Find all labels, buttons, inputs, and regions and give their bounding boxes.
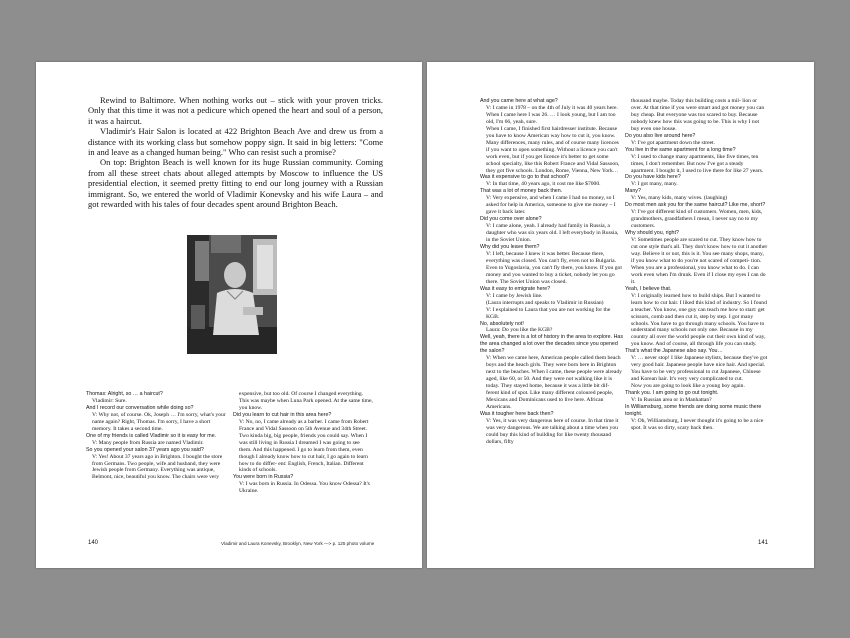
interview-answer: V: In Russian area or in Manhattan? xyxy=(631,396,712,403)
interview-question: So you opened your salon 37 years ago you said? xyxy=(86,446,204,453)
intro-text xyxy=(88,95,383,209)
interview-answer: V: Yes, many kids, many wives. (laughing) xyxy=(631,195,728,202)
interview-answer: V: I've got different kind of customers. Women, men, kids, grandmothers, grandfathers I mean, I never say no to my customers. xyxy=(631,209,763,230)
interview-answer: Laura: Do you like the KGB? xyxy=(486,327,553,334)
interview-answer: (Laura interrupts and speaks to Vladimir in Russian) xyxy=(486,299,604,306)
interview-answer: V: Why not, of course. Ok, Joseph … I'm sorry, what's your name again? Right, Thomas. I'm sorry, I have a short memory. It takes a second time. xyxy=(92,411,226,432)
interview-answer: V: Oh, Williamsburg, I never thought it's going to be a nice spot. It was so dirty, scary back then. xyxy=(631,417,764,431)
interview-question: Was it easy to emigrate here? xyxy=(480,285,551,292)
interview-question: No, absolutely not! xyxy=(480,320,524,327)
interview-answer: V: I came by Jewish line. xyxy=(486,292,543,299)
intro-paragraph: Rewind to Baltimore. When nothing works out – stick with your proven tricks. Only that this time it was not a pedicure which opened the heart and soul of a person, it was a haircut. xyxy=(88,95,383,126)
photo-credit: Vladimir and Laura Konevsky, Brooklyn, New York —> p. 125 photo volume xyxy=(221,541,375,546)
left-page xyxy=(36,62,422,568)
interview-question: That's what the Japanese also say. You… xyxy=(625,348,723,355)
interview-question: Well, yeah, there is a lot of history in the area to explore. Has the area changed a lot over the decades since you opened the salon? xyxy=(480,334,623,355)
page-number-left: 140 xyxy=(88,540,99,546)
interview-question: You were born in Russia? xyxy=(233,474,294,481)
interview-question: And you came here at what age? xyxy=(480,98,558,104)
interview-answer: V: I came in 1978 – on the 4th of July it was 40 years here. When I came here I was 26. … I look young, but I am too old, I'm 66, yeah, sure. xyxy=(486,104,618,125)
interview-answer: expensive, but too old. Of course I changed everything. This was maybe when Luna Park opened. At the same time, you know. xyxy=(239,391,373,411)
page-number-right: 141 xyxy=(757,540,768,546)
interview-answer: Now you are going to look like a young boy again. xyxy=(631,383,745,390)
right-column-a xyxy=(480,98,623,446)
interview-question: Why should you, right? xyxy=(625,230,679,237)
interview-question: Was it expensive to go to that school? xyxy=(480,174,570,181)
interview-answer: V: I came alone, yeah. I already had family in Russia, a daughter who was six years old. I left everybody in Russia, in the Soviet Union. xyxy=(486,223,619,244)
barber-photo-image xyxy=(187,235,277,354)
intro-paragraph: Vladimir's Hair Salon is located at 422 Brighton Beach Ave and drew us from a distance with its working class but somehow poppy sign. It said in big letters: "Come in and leave as a changed human being." Who can resist such a promise? xyxy=(88,126,383,158)
interview-answer: V: I originally learned how to build ships. But I wanted to learn how to cut hair. I liked this kind of industry. So I found a teacher. You know, one guy can teach me how to start: get scissors, comb and then cut it, step by step. I got many schools. You have to go through many schools. You have to understand many schools not only one. Because in my country all over the world people cut their own kind of way, you know. And of course, all through life you can study. xyxy=(631,292,767,348)
interview-answer: V: Yes! About 37 years ago in Brighton. I bought the store from Germans. Two people, wife and husband, they were Jewish people from Germany. Everything was antique, Belmont, nice, beautiful you know. The chairs were very xyxy=(92,453,223,481)
interview-answer: V: When we came here, American people called them beach boys and the beach girls. They were born here in Brighton next to the beaches. When I came, these people were already aged, like 60, or 50. And they were not walking like it is today. They stayed home, because it was a little bit dif- ferent kind of spot. Like many different coloured people, Mexicans and Dominicans used to live here. African Americans. xyxy=(486,355,622,410)
interview-question: Do you have kids here? xyxy=(625,174,681,181)
interview-answer: V: I've got apartment down the street. xyxy=(631,139,716,146)
left-column-b xyxy=(233,391,373,495)
interview-question: Do you also live around here? xyxy=(625,132,696,139)
interview-question: Do most men ask you for the same haircut? Like me, short? xyxy=(625,202,766,209)
interview-question: You live in the same apartment for a long time? xyxy=(625,146,736,153)
interview-answer: V: Very expensive, and when I came I had no money, so I asked for help in America, someone to give me money – I gave it back later. xyxy=(486,195,616,216)
interview-answer: V: … never stop! I like Japanese stylists, because they've got very good hair. Japanese people have nice hair. And special. You have to be very professional to cut Japanese, Chinese and Korean hair. It's very very complicated to cut. xyxy=(631,355,768,383)
intro-paragraph: On top: Brighton Beach is well known for its huge Russian community. Coming from all these street chats about alleged attempts by Moscow to influence the US presidential election, it seemed pretty fitting to end our long journey with a Russian immigrant. So, we entered the world of Vladimir Konevsky and his wife Laura – and got rewarded with his tales of four decades spent around Brighton Beach. xyxy=(88,157,383,210)
interview-answer: Vladimir: Sure. xyxy=(92,397,127,404)
interview-question: That was a lot of money back then. xyxy=(480,188,563,195)
interview-question: Why did you leave them? xyxy=(480,244,540,251)
interview-question: Did you come over alone? xyxy=(480,216,542,223)
right-column-b xyxy=(625,98,768,432)
interview-answer: V: No, no, I came already as a barber. I came from Robert France and Vidal Sassoon on 5th Avenue and 34th Street. Two kinda big, big people, friends you could say. When I was still living in Russia I dreamed I was going to see them. And this happened. I go to learn from them, even though I already know how to cut hair, I go again to learn how to do differ- ent: English, French, Italian. Different kinds of schools. xyxy=(239,418,369,474)
interview-answer: V: I used to change many apartments, like five times, ten times, I don't remember. But now I've got a steady apartment. I bought it, I used to live there for like 27 years. xyxy=(631,153,764,174)
interview-answer: V: I got many, many. xyxy=(631,181,678,188)
right-page xyxy=(427,62,814,568)
interview-answer: V: Sometimes people are scared to cut. They know how to cut one style that's all. They don't know how to cut it another way. Believe it or not, this is it. You see many shops, many, if you know what to do you're not scared of competi- tion. When you are a professional, you know what to do. I can work even when I'm drunk. Even if I close my eyes I can do it. xyxy=(631,237,768,285)
left-column-a xyxy=(86,391,226,481)
interview-answer: V: I left, because I knew it was better. Because there, everything was closed. You can't fly, even not to Bulgaria. Even to Yugoslavia, you can't fly there, you know. If you got money and you wanted to buy a ticket, nobody let you go there. The Soviet Union was closed. xyxy=(486,250,622,285)
interview-answer: V: I was born in Russia. In Odessa. You know Odessa? It's Ukraine. xyxy=(239,481,370,495)
interview-answer: V: I explained to Laura that you are not working for the KGB. xyxy=(486,306,611,320)
interview-question: Yeah, I believe that. xyxy=(625,285,672,292)
interview-answer: V: In that time, 40 years ago, it cost me like $7000. xyxy=(486,181,601,188)
interview-question: Did you learn to cut hair in this area here? xyxy=(233,411,332,418)
interview-answer: When I came, I finished first hairdresser institute. Because you have to know American way how to cut it, you know. Many differences, many rules, and of course many licences if you want to open something. Without a licence you can't work even, but if you get licence it's better to get some school specialty, like this Robert France and Vidal Sassoon, they got five schools. London, Rome, Vienna, New York… xyxy=(486,125,620,174)
interview-question: And I record our conversation while doing so? xyxy=(86,404,194,411)
interview-answer: V: Yes, it was very dangerous here of course. In that time it was very dangerous. We are talking about a time when you could buy this kind of building for like twenty thousand dollars, fifty xyxy=(486,417,619,445)
interview-answer: thousand maybe. Today this building costs a mil- lion or over. At that time if you were smart and got money you can buy cheap. But everyone was too scared to buy. Because nobody knew how this was going to be. This is why I not buy even one house. xyxy=(631,98,765,132)
interview-question: Thomas: Alright, so … a haircut? xyxy=(86,391,163,397)
interview-question: Thank you. I am going to go out tonight. xyxy=(625,390,719,397)
salon-photo xyxy=(187,235,277,354)
interview-question: Was it tougher here back then? xyxy=(480,410,554,417)
interview-question: Many? xyxy=(625,188,641,195)
interview-answer: V: Many people from Russia are named Vladimir. xyxy=(92,439,204,446)
interview-question: One of my friends is called Vladimir so it is easy for me. xyxy=(86,432,217,439)
interview-question: In Williamsburg, some friends are doing some music there tonight. xyxy=(625,403,762,417)
